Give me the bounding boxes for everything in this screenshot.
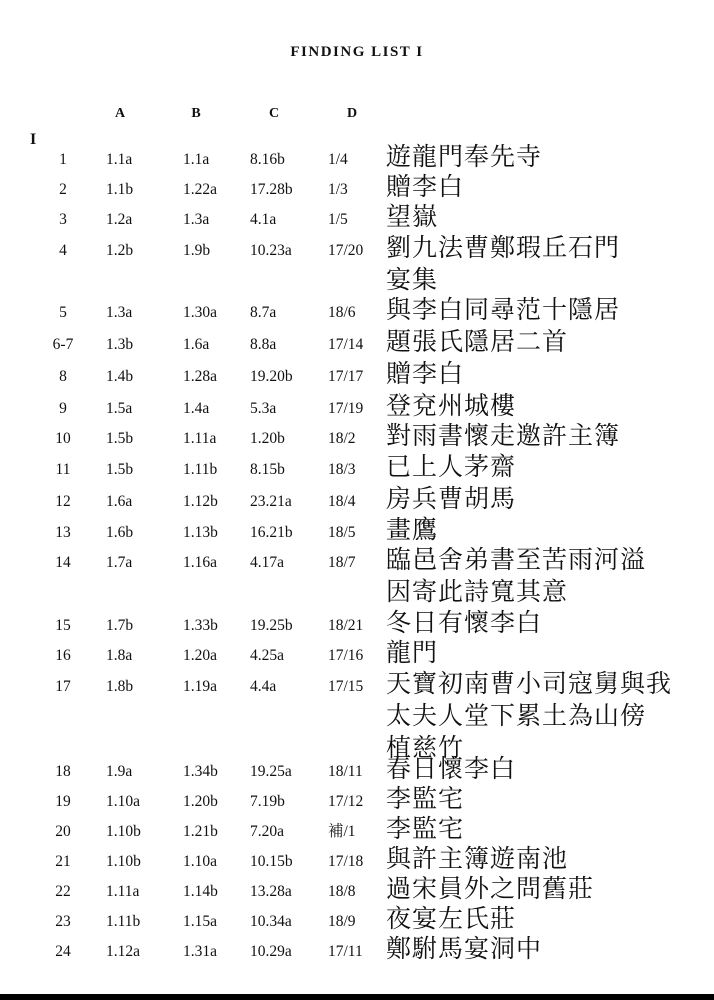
cell-d: 17/20 (328, 242, 364, 259)
cell-title: 劉九法曹鄭瑕丘石門 (386, 233, 621, 262)
table-row (0, 295, 714, 328)
cell-title: 過宋員外之問舊莊 (386, 874, 595, 903)
cell-a: 1.10b (106, 823, 141, 840)
cell-c: 19.25b (250, 617, 293, 634)
cell-title-continuation: 宴集 (386, 265, 439, 294)
row-number: 18 (55, 763, 71, 780)
cell-title: 冬日有懷李白 (386, 608, 543, 637)
cell-b: 1.14b (183, 883, 218, 900)
cell-a: 1.10a (106, 793, 141, 810)
cell-a: 1.1a (106, 151, 133, 168)
section-label: I (30, 131, 37, 148)
table-row (0, 844, 714, 877)
row-number: 4 (59, 242, 67, 259)
table-row (0, 934, 714, 967)
column-header-d: D (346, 106, 358, 121)
cell-a: 1.11a (106, 883, 140, 900)
cell-b: 1.10a (183, 853, 218, 870)
table-row (0, 814, 714, 847)
row-number: 8 (59, 368, 67, 385)
cell-title: 遊龍門奉先寺 (386, 142, 543, 171)
cell-d: 17/15 (328, 678, 364, 695)
cell-title: 龍門 (386, 638, 439, 667)
row-number: 12 (55, 493, 71, 510)
cell-d: 18/8 (328, 883, 356, 900)
cell-c: 10.15b (250, 853, 293, 870)
cell-c: 8.15b (250, 461, 285, 478)
row-number: 13 (55, 524, 71, 541)
cell-a: 1.7b (106, 617, 134, 634)
row-number: 3 (59, 211, 67, 228)
row-number: 10 (55, 430, 71, 447)
cell-d: 18/9 (328, 913, 356, 930)
row-number: 20 (55, 823, 71, 840)
cell-a: 1.4b (106, 368, 134, 385)
row-number: 15 (55, 617, 71, 634)
cell-b: 1.19a (183, 678, 218, 695)
cell-a: 1.7a (106, 554, 133, 571)
cell-a: 1.1b (106, 181, 134, 198)
cell-b: 1.9b (183, 242, 211, 259)
cell-c: 13.28a (250, 883, 292, 900)
table-row (0, 638, 714, 671)
table-row (0, 202, 714, 235)
cell-a: 1.3b (106, 336, 134, 353)
cell-d: 17/11 (328, 943, 363, 960)
cell-a: 1.2a (106, 211, 133, 228)
row-number: 1 (59, 151, 67, 168)
row-number: 17 (55, 678, 71, 695)
cell-d: 18/2 (328, 430, 356, 447)
cell-title: 題張氏隱居二首 (386, 327, 569, 356)
cell-b: 1.31a (183, 943, 218, 960)
row-number: 2 (59, 181, 67, 198)
cell-d: 18/7 (328, 554, 356, 571)
cell-b: 1.11b (183, 461, 218, 478)
cell-c: 19.25a (250, 763, 292, 780)
table-row (0, 421, 714, 454)
table-row (0, 359, 714, 392)
cell-d: 17/12 (328, 793, 364, 810)
table-row (0, 391, 714, 424)
cell-c: 8.7a (250, 304, 277, 321)
cell-title: 登兗州城樓 (386, 391, 517, 420)
cell-c: 4.1a (250, 211, 277, 228)
cell-c: 10.23a (250, 242, 292, 259)
cell-d: 18/4 (328, 493, 356, 510)
cell-b: 1.20a (183, 647, 218, 664)
column-header-b: B (191, 106, 201, 121)
table-row (0, 608, 714, 641)
cell-b: 1.22a (183, 181, 218, 198)
cell-a: 1.5b (106, 461, 134, 478)
cell-b: 1.34b (183, 763, 218, 780)
table-row (0, 874, 714, 907)
row-number: 14 (55, 554, 71, 571)
cell-title: 鄭駙馬宴洞中 (386, 934, 543, 963)
column-header-a: A (114, 106, 126, 121)
cell-a: 1.6a (106, 493, 133, 510)
cell-d: 17/14 (328, 336, 364, 353)
cell-title: 對雨書懷走邀許主簿 (386, 421, 621, 450)
table-row (0, 452, 714, 485)
cell-title: 夜宴左氏莊 (386, 904, 517, 933)
cell-a: 1.12a (106, 943, 141, 960)
cell-title-continuation: 植慈竹 (386, 733, 465, 762)
cell-c: 16.21b (250, 524, 293, 541)
cell-a: 1.2b (106, 242, 134, 259)
cell-d: 1/5 (328, 211, 348, 228)
cell-a: 1.11b (106, 913, 141, 930)
cell-c: 10.29a (250, 943, 292, 960)
cell-b: 1.15a (183, 913, 218, 930)
cell-c: 8.16b (250, 151, 285, 168)
cell-d: 17/17 (328, 368, 364, 385)
cell-title: 贈李白 (386, 359, 465, 388)
cell-d: 18/6 (328, 304, 356, 321)
row-number: 19 (55, 793, 71, 810)
cell-a: 1.5b (106, 430, 134, 447)
cell-d: 1/4 (328, 151, 348, 168)
cell-b: 1.4a (183, 400, 210, 417)
row-number: 11 (55, 461, 71, 478)
cell-d: 補/1 (328, 823, 356, 840)
table-row (0, 669, 714, 762)
cell-title: 天寶初南曹小司寇舅與我 (386, 669, 673, 698)
cell-title: 房兵曹胡馬 (386, 484, 517, 513)
cell-title: 李監宅 (386, 784, 465, 813)
cell-c: 7.20a (250, 823, 285, 840)
cell-title: 與許主簿遊南池 (386, 844, 569, 873)
row-number: 22 (55, 883, 71, 900)
cell-c: 10.34a (250, 913, 292, 930)
cell-c: 23.21a (250, 493, 292, 510)
cell-c: 5.3a (250, 400, 277, 417)
cell-b: 1.21b (183, 823, 218, 840)
cell-title: 望嶽 (386, 202, 439, 231)
table-row (0, 142, 714, 175)
table-row (0, 172, 714, 205)
row-number: 5 (59, 304, 67, 321)
cell-c: 7.19b (250, 793, 285, 810)
cell-b: 1.11a (183, 430, 217, 447)
cell-title: 畫鷹 (386, 515, 439, 544)
table-row (0, 515, 714, 548)
cell-c: 4.25a (250, 647, 285, 664)
cell-d: 18/11 (328, 763, 363, 780)
cell-b: 1.33b (183, 617, 218, 634)
cell-b: 1.16a (183, 554, 218, 571)
cell-a: 1.8a (106, 647, 133, 664)
cell-d: 18/3 (328, 461, 356, 478)
cell-title: 春日懷李白 (386, 754, 517, 783)
cell-title-continuation: 太夫人堂下累土為山傍 (386, 701, 647, 730)
cell-c: 4.17a (250, 554, 285, 571)
row-number: 23 (55, 913, 71, 930)
table-row (0, 233, 714, 294)
column-header-c: C (268, 106, 280, 121)
table-row (0, 784, 714, 817)
cell-b: 1.20b (183, 793, 218, 810)
cell-b: 1.3a (183, 211, 210, 228)
cell-d: 18/21 (328, 617, 364, 634)
cell-b: 1.12b (183, 493, 218, 510)
cell-title: 與李白同尋范十隱居 (386, 295, 621, 324)
cell-d: 1/3 (328, 181, 348, 198)
page-title: FINDING LIST I (290, 44, 424, 60)
cell-b: 1.6a (183, 336, 210, 353)
cell-title-continuation: 因寄此詩寬其意 (386, 577, 569, 606)
cell-b: 1.28a (183, 368, 218, 385)
cell-b: 1.30a (183, 304, 218, 321)
cell-a: 1.6b (106, 524, 134, 541)
cell-d: 17/16 (328, 647, 364, 664)
table-row (0, 484, 714, 517)
cell-b: 1.13b (183, 524, 218, 541)
cell-c: 4.4a (250, 678, 277, 695)
table-row (0, 545, 714, 606)
row-number: 9 (59, 400, 67, 417)
cell-d: 17/19 (328, 400, 364, 417)
row-number: 16 (55, 647, 71, 664)
cell-b: 1.1a (183, 151, 210, 168)
cell-c: 17.28b (250, 181, 293, 198)
cell-a: 1.8b (106, 678, 134, 695)
cell-a: 1.10b (106, 853, 141, 870)
table-row (0, 754, 714, 787)
cell-title: 贈李白 (386, 172, 465, 201)
cell-c: 19.20b (250, 368, 293, 385)
cell-d: 17/18 (328, 853, 364, 870)
cell-a: 1.5a (106, 400, 133, 417)
cell-title: 李監宅 (386, 814, 465, 843)
cell-c: 1.20b (250, 430, 285, 447)
cell-title: 已上人茅齋 (386, 452, 517, 481)
row-number: 21 (55, 853, 71, 870)
table-row (0, 327, 714, 360)
cell-title: 臨邑舍弟書至苦雨河溢 (386, 545, 647, 574)
bottom-rule (0, 994, 714, 1000)
row-number: 24 (55, 943, 71, 960)
table-row (0, 904, 714, 937)
cell-d: 18/5 (328, 524, 356, 541)
row-number: 6-7 (52, 336, 74, 353)
cell-c: 8.8a (250, 336, 277, 353)
cell-a: 1.3a (106, 304, 133, 321)
cell-a: 1.9a (106, 763, 133, 780)
